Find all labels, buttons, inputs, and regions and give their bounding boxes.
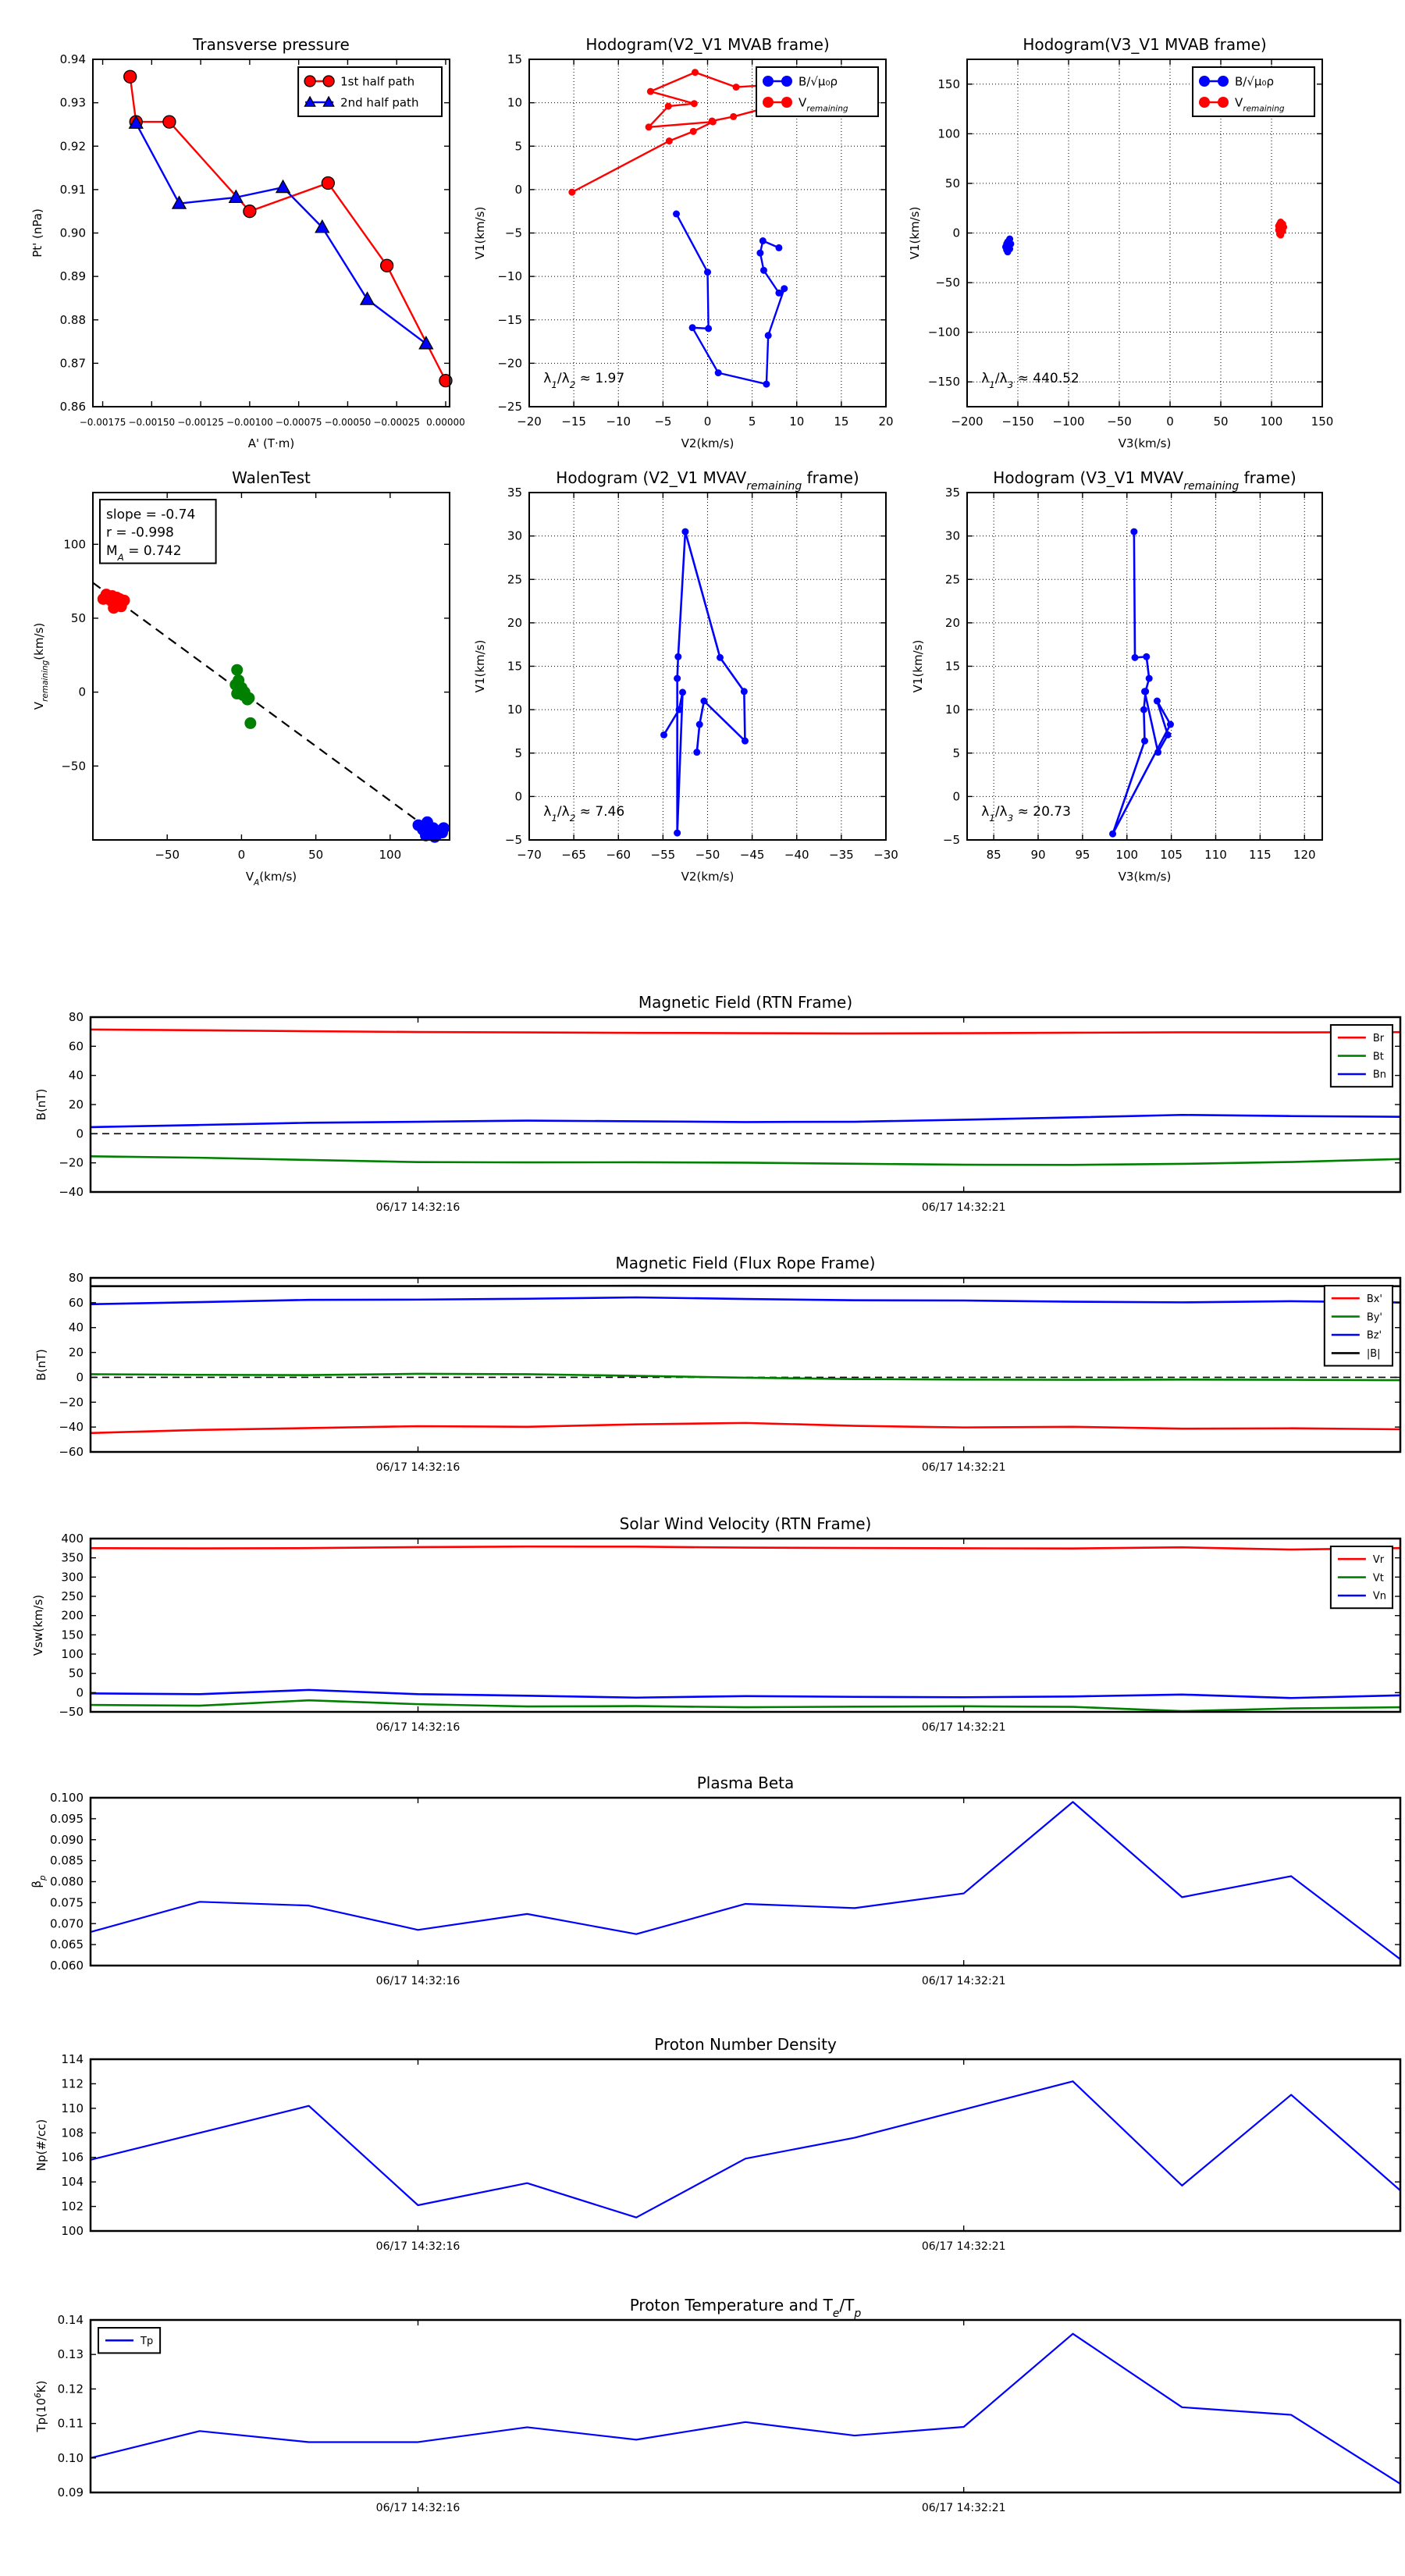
x-tick-label: 06/17 14:32:16: [375, 1975, 461, 1987]
x-tick-label: −150: [1001, 415, 1034, 429]
x-tick-label: 100: [1260, 415, 1283, 429]
legend-label: Tp: [140, 2335, 154, 2347]
x-tick-label: 06/17 14:32:21: [921, 1721, 1006, 1734]
plasma-beta-plot: [30, 1774, 1400, 1987]
y-axis-label: B(nT): [34, 1088, 48, 1121]
x-axis-label: V3(km/s): [1118, 436, 1172, 450]
x-tick-label: −0.00100: [226, 417, 273, 428]
legend-label: 1st half path: [340, 74, 415, 89]
chart-title: Hodogram (V3_V1 $MVAV_{remaining}$ frame): [993, 468, 1297, 493]
x-tick-label: −65: [561, 848, 586, 862]
x-tick-label: 115: [1249, 848, 1272, 862]
y-tick-label: 300: [61, 1570, 84, 1585]
y-tick-label: 20: [944, 615, 960, 630]
y-tick-label: 0.060: [50, 1959, 84, 1973]
x-tick-label: 0: [703, 415, 712, 429]
y-tick-label: 400: [61, 1532, 84, 1546]
y-axis-label: Np(#/cc): [34, 2119, 48, 2172]
y-axis-label: B(nT): [34, 1349, 48, 1381]
legend-label: Bt: [1372, 1051, 1384, 1063]
y-tick-label: −50: [59, 1705, 84, 1719]
legend-label: 2nd half path: [340, 95, 419, 110]
y-tick-label: 112: [61, 2076, 84, 2091]
x-tick-label: −10: [606, 415, 631, 429]
x-tick-label: 95: [1075, 848, 1090, 862]
x-tick-label: −0.00175: [79, 417, 126, 428]
x-tick-label: 06/17 14:32:16: [375, 1461, 461, 1474]
x-tick-label: −20: [517, 415, 542, 429]
y-tick-label: 10: [507, 95, 522, 110]
y-tick-label: −20: [59, 1155, 84, 1170]
x-tick-label: 110: [1204, 848, 1227, 862]
y-tick-label: 40: [68, 1068, 84, 1083]
y-tick-label: −60: [59, 1445, 84, 1459]
y-axis-label: V1(km/s): [911, 639, 925, 693]
transverse-pressure-plot: [30, 35, 465, 450]
y-tick-label: −15: [497, 312, 522, 327]
legend-label: Bx': [1366, 1293, 1383, 1305]
y-tick-label: 0.86: [59, 400, 86, 414]
y-tick-label: −25: [497, 400, 522, 414]
y-tick-label: −150: [927, 375, 960, 390]
chart-title: Hodogram(V2_V1 MVAB frame): [585, 35, 830, 54]
y-tick-label: 50: [68, 1666, 84, 1681]
y-tick-label: −10: [497, 269, 522, 284]
legend-label: Bn: [1372, 1069, 1387, 1081]
legend-label: |B|: [1366, 1348, 1381, 1361]
y-tick-label: 15: [944, 659, 960, 674]
legend: [298, 67, 442, 116]
x-tick-label: −200: [951, 415, 984, 429]
x-tick-label: −0.00125: [177, 417, 224, 428]
y-tick-label: 0.12: [57, 2382, 84, 2396]
x-tick-label: −50: [155, 848, 180, 862]
x-tick-label: 06/17 14:32:16: [375, 2240, 461, 2253]
x-tick-label: 105: [1160, 848, 1183, 862]
legend: [1331, 1025, 1393, 1087]
y-tick-label: 0.070: [50, 1916, 84, 1931]
annotation: $\lambda_1/\lambda_3 \approx 440.52$: [981, 370, 1080, 390]
x-tick-label: −30: [873, 848, 898, 862]
y-tick-label: 0.09: [57, 2485, 84, 2500]
y-tick-label: 0.87: [59, 356, 86, 371]
x-tick-label: 06/17 14:32:21: [921, 1461, 1006, 1474]
y-tick-label: 40: [68, 1320, 84, 1335]
y-tick-label: 35: [507, 486, 522, 500]
x-axis-label: V2(km/s): [681, 436, 735, 450]
y-tick-label: 0.075: [50, 1895, 84, 1910]
y-tick-label: −5: [942, 833, 960, 847]
x-axis-label: V2(km/s): [681, 870, 735, 884]
y-tick-label: 0: [76, 1685, 84, 1700]
y-axis-label: $\beta_p$: [30, 1875, 48, 1888]
y-tick-label: 200: [61, 1608, 84, 1623]
y-tick-label: 150: [937, 76, 960, 91]
x-axis-label: $V_A(km/s)$: [245, 870, 297, 888]
y-tick-label: 0.065: [50, 1937, 84, 1952]
y-tick-label: 30: [944, 528, 960, 543]
y-tick-label: 0: [76, 1126, 84, 1141]
y-tick-label: 0.090: [50, 1832, 84, 1847]
x-tick-label: 0: [1166, 415, 1174, 429]
magnetic-field-rtn-plot: [34, 993, 1400, 1214]
chart-title: Magnetic Field (RTN Frame): [638, 993, 853, 1012]
y-tick-label: 30: [507, 528, 522, 543]
y-tick-label: 0.93: [59, 95, 86, 110]
y-tick-label: 5: [952, 745, 960, 760]
y-tick-label: −50: [61, 759, 86, 774]
y-tick-label: 150: [61, 1628, 84, 1642]
stats-line: slope = -0.74: [106, 507, 196, 523]
x-tick-label: −60: [606, 848, 631, 862]
proton-number-density-plot: [34, 2035, 1400, 2253]
y-tick-label: 0.095: [50, 1811, 84, 1826]
y-axis-label: $V_{remaining}(km/s)$: [32, 622, 50, 710]
solar-wind-velocity-plot: [31, 1514, 1400, 1734]
x-tick-label: −35: [829, 848, 854, 862]
x-tick-label: −100: [1052, 415, 1085, 429]
chart-title: Hodogram (V2_V1 $MVAV_{remaining}$ frame): [556, 468, 859, 493]
y-tick-label: 110: [61, 2101, 84, 2115]
legend-label: B/√μ₀ρ: [1235, 74, 1274, 89]
hodogram-v3v1-mvav-plot: [911, 468, 1322, 884]
y-tick-label: 0: [76, 1370, 84, 1385]
annotation: $\lambda_1/\lambda_3 \approx 20.73$: [981, 803, 1071, 824]
chart-title: Hodogram(V3_V1 MVAB frame): [1023, 35, 1267, 54]
y-tick-label: 250: [61, 1589, 84, 1603]
y-axis-label: V1(km/s): [908, 206, 922, 260]
legend-label: Vr: [1372, 1553, 1385, 1566]
x-tick-label: 06/17 14:32:16: [375, 1721, 461, 1734]
y-tick-label: 0.13: [57, 2347, 84, 2362]
y-tick-label: 0.085: [50, 1853, 84, 1868]
y-tick-label: 0.94: [59, 52, 86, 66]
x-tick-label: 5: [748, 415, 756, 429]
y-tick-label: −40: [59, 1185, 84, 1199]
legend: [1193, 67, 1314, 116]
chart-title: Proton Temperature and $T_e/T_p$: [629, 2296, 862, 2320]
y-tick-label: 0: [952, 789, 960, 804]
y-tick-label: 106: [61, 2150, 84, 2165]
y-tick-label: 5: [514, 745, 522, 760]
y-tick-label: 100: [63, 537, 86, 552]
x-tick-label: 50: [1213, 415, 1229, 429]
x-tick-label: 20: [878, 415, 894, 429]
y-tick-label: 100: [61, 2224, 84, 2238]
y-tick-label: 60: [68, 1295, 84, 1310]
y-axis-label: Pt' (nPa): [30, 208, 44, 258]
y-tick-label: 350: [61, 1550, 84, 1565]
y-tick-label: 108: [61, 2126, 84, 2140]
y-axis-label: Vsw(km/s): [31, 1594, 45, 1656]
y-tick-label: 60: [68, 1039, 84, 1054]
y-tick-label: 0.91: [59, 182, 86, 197]
legend-label: Vn: [1372, 1590, 1387, 1603]
x-tick-label: −15: [561, 415, 586, 429]
y-tick-label: 5: [514, 139, 522, 154]
chart-title: Plasma Beta: [696, 1774, 795, 1792]
y-tick-label: 0.100: [50, 1791, 84, 1805]
legend-label: $V_{remaining}$: [1235, 95, 1285, 114]
y-tick-label: 0: [514, 789, 522, 804]
x-tick-label: 90: [1030, 848, 1046, 862]
x-tick-label: −0.00025: [373, 417, 421, 428]
y-tick-label: −5: [504, 833, 522, 847]
y-tick-label: 35: [944, 486, 960, 500]
y-tick-label: 114: [61, 2052, 84, 2066]
legend-label: Vt: [1372, 1572, 1384, 1585]
legend-label: B/√μ₀ρ: [799, 74, 838, 89]
x-tick-label: 0.00000: [426, 417, 465, 428]
x-tick-label: −0.00150: [128, 417, 176, 428]
x-tick-label: 06/17 14:32:21: [921, 2502, 1006, 2514]
hodogram-v2v1-mvab-plot: [473, 35, 894, 450]
y-tick-label: 50: [944, 176, 960, 190]
annotation: $\lambda_1/\lambda_2 \approx 7.46$: [543, 803, 625, 824]
x-tick-label: −0.00075: [275, 417, 322, 428]
legend: [98, 2328, 160, 2353]
proton-temperature-plot: [34, 2296, 1400, 2514]
x-tick-label: 150: [1311, 415, 1334, 429]
x-tick-label: 0: [237, 848, 246, 862]
x-tick-label: −0.00050: [324, 417, 372, 428]
x-axis-label: V3(km/s): [1118, 870, 1172, 884]
y-tick-label: 50: [70, 610, 86, 625]
y-tick-label: 15: [507, 52, 522, 66]
legend: [1325, 1286, 1393, 1366]
x-tick-label: 100: [1115, 848, 1139, 862]
stats-line: r = -0.998: [106, 525, 174, 541]
chart-title: Magnetic Field (Flux Rope Frame): [615, 1254, 876, 1272]
y-tick-label: 25: [944, 572, 960, 587]
y-axis-label: V1(km/s): [473, 206, 487, 260]
y-tick-label: −20: [497, 356, 522, 371]
x-tick-label: −40: [784, 848, 809, 862]
y-tick-label: −40: [59, 1420, 84, 1435]
y-tick-label: 25: [507, 572, 522, 587]
x-tick-label: −70: [517, 848, 542, 862]
x-tick-label: 50: [308, 848, 324, 862]
y-tick-label: 0.14: [57, 2313, 84, 2327]
y-tick-label: 0.88: [59, 312, 86, 327]
x-tick-label: −45: [739, 848, 765, 862]
y-tick-label: 100: [937, 126, 960, 141]
y-tick-label: 20: [68, 1345, 84, 1360]
x-tick-label: 06/17 14:32:21: [921, 2240, 1006, 2253]
legend-label: $V_{remaining}$: [799, 95, 848, 114]
legend: [1331, 1546, 1393, 1608]
stats-line: $M_A = 0.742$: [106, 543, 182, 564]
x-tick-label: −50: [1107, 415, 1132, 429]
y-tick-label: 15: [507, 659, 522, 674]
y-axis-label: V1(km/s): [473, 639, 487, 693]
y-tick-label: −5: [504, 226, 522, 240]
y-tick-label: 104: [61, 2175, 84, 2190]
x-tick-label: 06/17 14:32:21: [921, 1975, 1006, 1987]
legend-label: By': [1366, 1311, 1383, 1324]
x-tick-label: 06/17 14:32:16: [375, 1201, 461, 1214]
chart-title: Solar Wind Velocity (RTN Frame): [619, 1514, 872, 1533]
x-tick-label: 15: [834, 415, 849, 429]
chart-title: Proton Number Density: [654, 2035, 837, 2054]
x-tick-label: 120: [1293, 848, 1316, 862]
x-tick-label: 10: [789, 415, 805, 429]
x-tick-label: −55: [650, 848, 676, 862]
hodogram-v2v1-mvav-plot: [473, 468, 898, 884]
y-axis-label: $Tp(10^6K)$: [34, 2380, 48, 2432]
y-tick-label: 0.89: [59, 269, 86, 284]
y-tick-label: 20: [68, 1098, 84, 1112]
y-tick-label: 80: [68, 1271, 84, 1285]
y-tick-label: 102: [61, 2199, 84, 2214]
y-tick-label: 0: [952, 226, 960, 240]
legend-label: Bz': [1366, 1329, 1382, 1342]
x-tick-label: −5: [654, 415, 672, 429]
y-tick-label: 0: [514, 182, 522, 197]
y-tick-label: −20: [59, 1395, 84, 1410]
y-tick-label: 80: [68, 1010, 84, 1024]
hodogram-v3v1-mvab-plot: [908, 35, 1333, 450]
legend: [756, 67, 878, 116]
y-tick-label: 0.90: [59, 226, 86, 240]
magnetic-field-flux-rope-plot: [34, 1254, 1400, 1474]
y-tick-label: 0: [78, 685, 86, 699]
y-tick-label: −50: [935, 276, 960, 290]
y-tick-label: 10: [944, 703, 960, 717]
y-tick-label: 20: [507, 615, 522, 630]
x-tick-label: 06/17 14:32:21: [921, 1201, 1006, 1214]
legend-label: Br: [1372, 1032, 1385, 1044]
y-tick-label: −100: [927, 325, 960, 340]
y-tick-label: 10: [507, 703, 522, 717]
x-tick-label: −50: [695, 848, 720, 862]
y-tick-label: 0.11: [57, 2416, 84, 2431]
x-axis-label: A' (T·m): [247, 436, 295, 450]
walen-test-plot: [32, 468, 450, 888]
x-tick-label: 06/17 14:32:16: [375, 2502, 461, 2514]
y-tick-label: 0.92: [59, 139, 86, 154]
annotation: $\lambda_1/\lambda_2 \approx 1.97$: [543, 370, 625, 390]
chart-title: Transverse pressure: [193, 35, 350, 54]
chart-title: WalenTest: [232, 468, 311, 487]
y-tick-label: 100: [61, 1647, 84, 1661]
y-tick-label: 0.080: [50, 1874, 84, 1889]
y-tick-label: 0.10: [57, 2450, 84, 2465]
x-tick-label: 85: [986, 848, 1001, 862]
x-tick-label: 100: [379, 848, 402, 862]
